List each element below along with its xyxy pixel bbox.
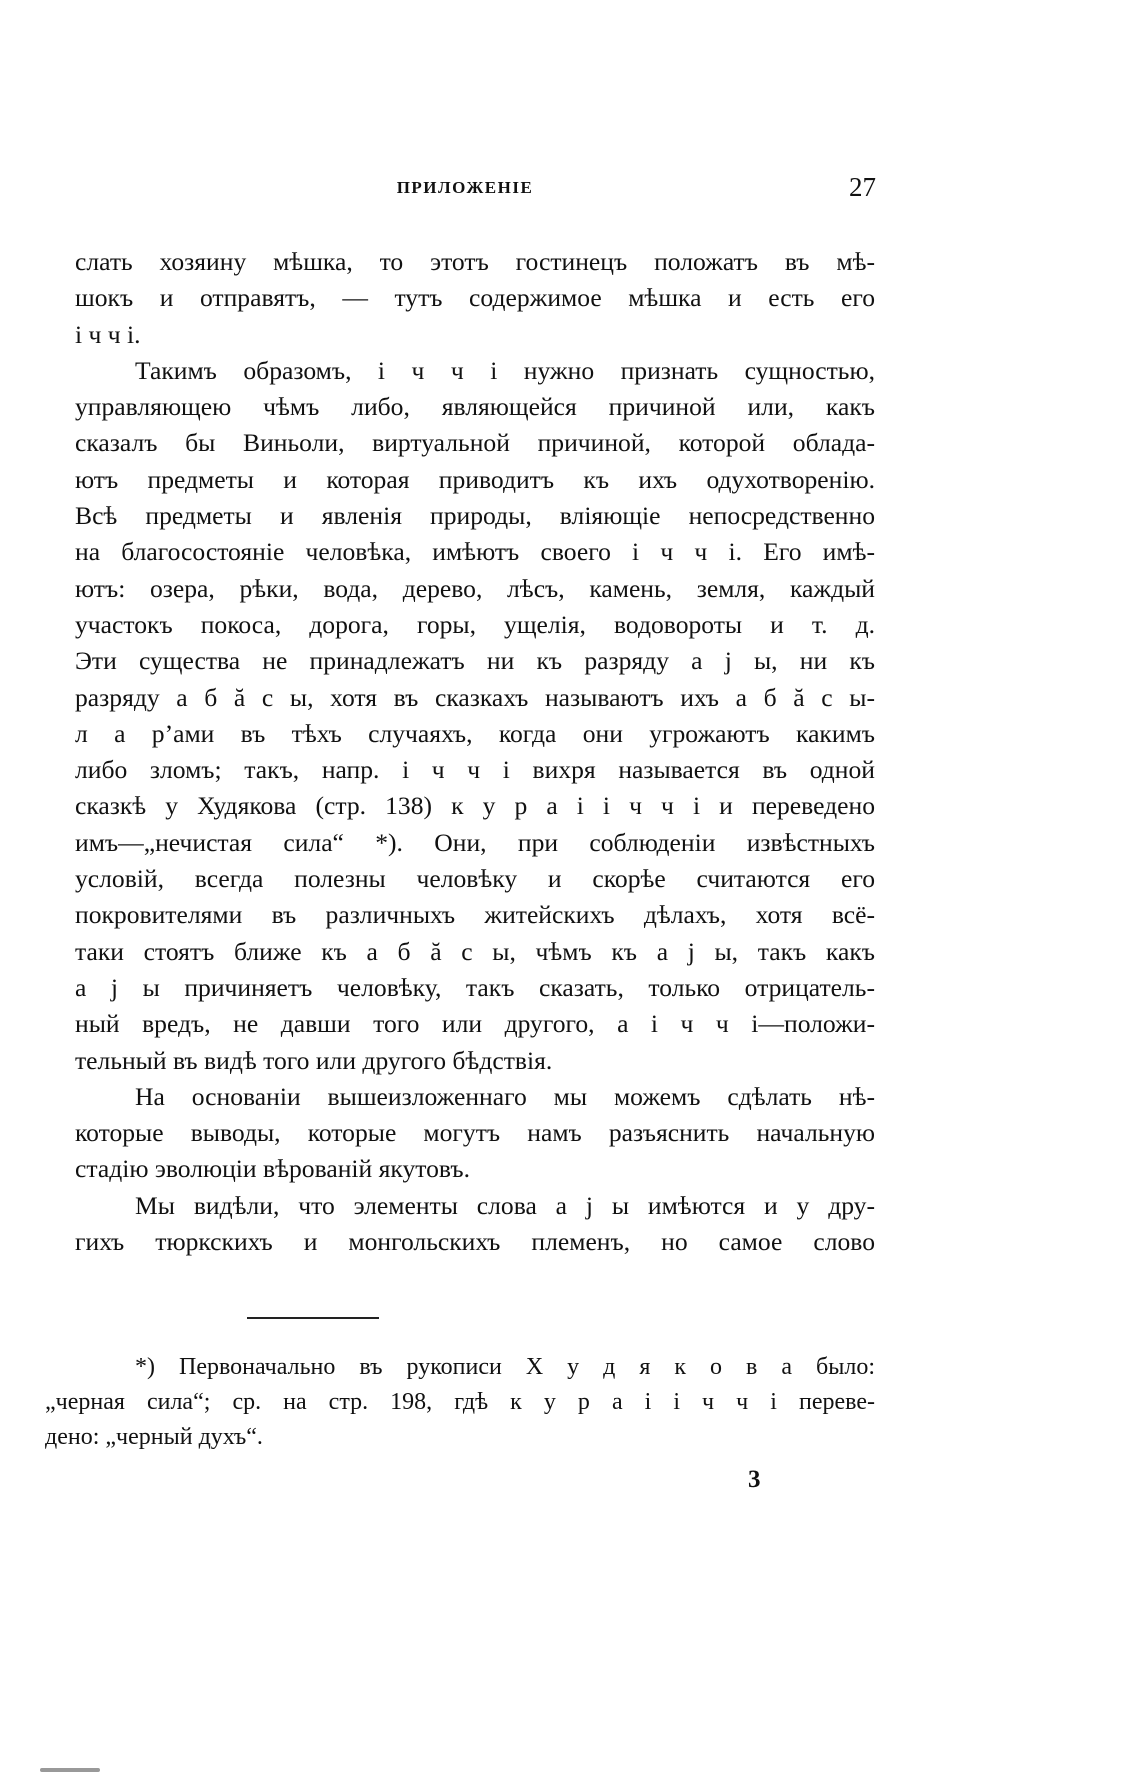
- text-line: разряду а б ă с ы, хотя въ сказкахъ называютъ ихъ а б ă с ы-: [75, 682, 875, 712]
- text-line: управляющею чѣмъ либо, являющейся причиной или, какъ: [75, 392, 875, 422]
- text-line: таки стоятъ ближе къ а б ă с ы, чѣмъ къ а ј ы, такъ какъ: [75, 936, 875, 966]
- text-line: тельный въ видѣ того или другого бѣдствія.: [75, 1045, 553, 1075]
- text-line: слать хозяину мѣшка, то этотъ гостинецъ положатъ въ мѣ-: [75, 247, 875, 276]
- text-line: покровителями въ различныхъ житейскихъ дѣлахъ, хотя всё-: [75, 900, 875, 930]
- text-line: сказкѣ у Худякова (стр. 138) к у р а і і ч ч і и переведено: [75, 791, 875, 821]
- paragraph-4: [75, 1188, 875, 1261]
- text-line: і ч ч і.: [75, 319, 141, 349]
- text-line: ный вредъ, не давши того или другого, а і ч ч і—положи-: [75, 1009, 875, 1039]
- text-line: участокъ покоса, дорога, горы, ущелія, водовороты и т. д.: [75, 609, 875, 639]
- running-title: ПРИЛОЖЕНІЕ: [396, 178, 534, 197]
- footnote-line: *) Первоначально въ рукописи Х у д я к о в а было:: [135, 1354, 875, 1380]
- text-line: На основаніи вышеизложеннаго мы можемъ сдѣлать нѣ-: [135, 1081, 875, 1111]
- text-line: гихъ тюркскихъ и монгольскихъ племенъ, но самое слово: [75, 1227, 875, 1257]
- paragraph-3: [75, 1079, 875, 1188]
- text-line: на благосостояніе человѣка, имѣютъ своего і ч ч і. Его имѣ-: [75, 537, 875, 567]
- text-line: ютъ: озера, рѣки, вода, дерево, лѣсъ, камень, земля, каждый: [75, 573, 875, 603]
- text-line: которые выводы, которые могутъ намъ разъяснить начальную: [75, 1118, 875, 1148]
- text-line: а ј ы причиняетъ человѣку, такъ сказать, только отрицатель-: [75, 972, 875, 1002]
- text-line: Такимъ образомъ, і ч ч і нужно признать сущностью,: [135, 355, 875, 385]
- page-number: 27: [849, 172, 876, 202]
- text-line: стадію эволюціи вѣрованій якутовъ.: [75, 1154, 470, 1184]
- text-line: ютъ предметы и которая приводитъ къ ихъ одухотворенію.: [75, 464, 875, 494]
- paragraph-2: [75, 353, 875, 1079]
- text-line: имъ—„нечистая сила“ *). Они, при соблюденіи извѣстныхъ: [75, 827, 875, 857]
- text-line: условій, всегда полезны человѣку и скорѣе считаются его: [75, 864, 875, 894]
- text-line: сказалъ бы Виньоли, виртуальной причиной, которой облада-: [75, 428, 875, 458]
- footnote-rule: [247, 1317, 379, 1319]
- text-line: шокъ и отправятъ, — тутъ содержимое мѣшка и есть его: [75, 283, 875, 313]
- main-text: [75, 244, 875, 1260]
- text-line: Мы видѣли, что элементы слова а ј ы имѣются и у дру-: [135, 1190, 875, 1220]
- signature-mark: 3: [748, 1466, 761, 1493]
- paragraph-1: [75, 244, 875, 353]
- text-line: Эти существа не принадлежатъ ни къ разряду а ј ы, ни къ: [75, 646, 875, 676]
- text-line: Всѣ предметы и явленія природы, вліяющіе непосредственно: [75, 501, 875, 531]
- text-line: либо зломъ; такъ, напр. і ч ч і вихря называется въ одной: [75, 755, 875, 785]
- footnote-line: „черная сила“; ср. на стр. 198, гдѣ к у р а і і ч ч і переве-: [45, 1389, 875, 1415]
- scan-smudge: [40, 1768, 100, 1772]
- footnote: [45, 1350, 875, 1455]
- footnote-line: дено: „черный духъ“.: [45, 1424, 263, 1450]
- text-line: л а р’ами въ тѣхъ случаяхъ, когда они угрожаютъ какимъ: [75, 718, 875, 748]
